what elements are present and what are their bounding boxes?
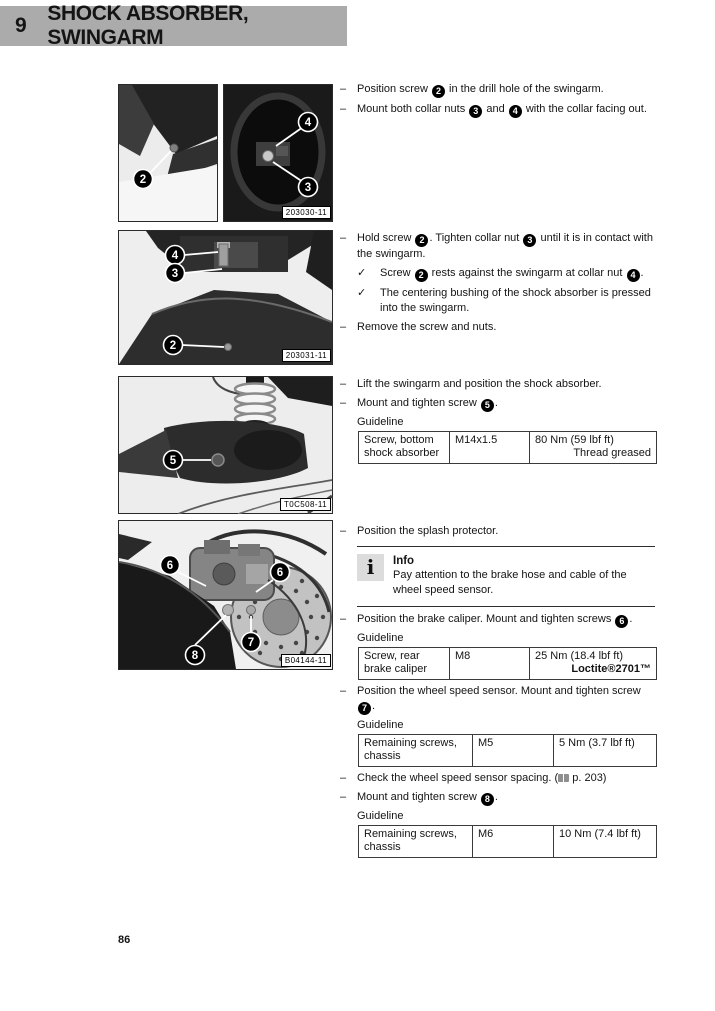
step-text: Lift the swingarm and position the shock absorber. bbox=[357, 378, 602, 390]
svg-text:5: 5 bbox=[169, 455, 177, 467]
check-item bbox=[340, 286, 658, 316]
callout-3-badge: 3 bbox=[469, 105, 482, 118]
info-box bbox=[357, 546, 655, 607]
figure-shock-absorber-screw bbox=[118, 376, 333, 514]
table-cell: Screw, bottom shock absorber bbox=[364, 434, 440, 459]
info-icon: i bbox=[357, 554, 384, 581]
section-position-screw bbox=[340, 78, 658, 118]
callout-2-badge: 2 bbox=[415, 269, 428, 282]
step-text: Position the wheel speed sensor. Mount and tighten screw 7 . bbox=[357, 685, 641, 713]
step-item bbox=[340, 790, 658, 806]
step-text: Mount and tighten screw 8 . bbox=[357, 791, 498, 804]
svg-text:8: 8 bbox=[191, 650, 199, 662]
table-cell: Screw, rear brake caliper bbox=[364, 650, 427, 675]
step-text: Position screw 2 in the drill hole of the swingarm. bbox=[357, 83, 604, 96]
table-cell: Remaining screws, chassis bbox=[364, 828, 457, 853]
step-text: Mount both collar nuts 3 and 4 with the collar facing out. bbox=[357, 103, 647, 116]
svg-text:6: 6 bbox=[276, 567, 284, 579]
figure-caption: 203031-11 bbox=[282, 349, 331, 362]
callout-3 bbox=[299, 178, 318, 197]
torque-table-shock bbox=[358, 431, 657, 464]
guideline-label: Guideline bbox=[357, 810, 404, 822]
dash-bullet: – bbox=[340, 772, 347, 784]
step-item bbox=[340, 320, 658, 335]
callout-4 bbox=[166, 246, 185, 265]
section-mount-shock bbox=[340, 373, 658, 468]
info-text: Pay attention to the brake hose and cable of the wheel speed sensor. bbox=[393, 569, 627, 596]
chapter-header bbox=[0, 2, 347, 49]
table-cell: M5 bbox=[472, 735, 553, 766]
step-item bbox=[340, 231, 658, 262]
callout-7 bbox=[242, 633, 261, 652]
figure-caption: T0C508-11 bbox=[280, 498, 331, 511]
step-text: Mount and tighten screw 5 . bbox=[357, 397, 498, 410]
callout-8 bbox=[186, 646, 205, 665]
guideline-label: Guideline bbox=[357, 632, 404, 644]
callout-2 bbox=[164, 336, 183, 355]
table-cell: 25 Nm (18.4 lbf ft) Loctite®2701™ bbox=[529, 648, 656, 679]
dash-bullet: – bbox=[340, 525, 347, 537]
checkmark-icon: ✓ bbox=[357, 267, 367, 279]
dash-bullet: – bbox=[340, 83, 347, 95]
step-item bbox=[340, 396, 658, 412]
callout-5-badge: 5 bbox=[481, 399, 494, 412]
section-hold-screw bbox=[340, 227, 658, 335]
torque-table-chassis bbox=[358, 825, 657, 858]
checkmark-icon: ✓ bbox=[357, 287, 367, 299]
svg-text:2: 2 bbox=[169, 340, 177, 352]
photo-illustration bbox=[118, 230, 333, 365]
dash-bullet: – bbox=[340, 613, 347, 625]
svg-text:3: 3 bbox=[304, 182, 312, 194]
dash-bullet: – bbox=[340, 321, 347, 333]
callout-2 bbox=[134, 170, 153, 189]
callout-8-badge: 8 bbox=[481, 793, 494, 806]
step-item bbox=[340, 377, 658, 392]
step-item bbox=[340, 612, 658, 628]
step-text: Check the wheel speed sensor spacing. ( p. 203) bbox=[357, 772, 607, 784]
callout-7-badge: 7 bbox=[358, 702, 371, 715]
callout-4-badge: 4 bbox=[627, 269, 640, 282]
table-cell: Remaining screws, chassis bbox=[364, 737, 457, 762]
step-text: Position the splash protector. bbox=[357, 525, 499, 537]
photo-illustration bbox=[118, 520, 333, 670]
callout-5 bbox=[164, 451, 183, 470]
torque-table-sensor bbox=[358, 734, 657, 767]
callout-6a bbox=[161, 556, 180, 575]
torque-table-caliper bbox=[358, 647, 657, 680]
svg-text:4: 4 bbox=[304, 117, 312, 129]
dash-bullet: – bbox=[340, 232, 347, 244]
guideline-label: Guideline bbox=[357, 719, 404, 731]
figure-caption: B04144-11 bbox=[281, 654, 331, 667]
page-number: 86 bbox=[118, 934, 131, 946]
svg-text:6: 6 bbox=[166, 560, 174, 572]
figure-collar-nuts bbox=[118, 230, 333, 365]
step-item bbox=[340, 102, 658, 118]
check-text: The centering bushing of the shock absorber is pressed into the swingarm. bbox=[380, 287, 651, 314]
photo-illustration bbox=[118, 376, 333, 514]
guideline-label: Guideline bbox=[357, 416, 404, 428]
step-item bbox=[340, 771, 658, 786]
dash-bullet: – bbox=[340, 397, 347, 409]
table-cell: 5 Nm (3.7 lbf ft) bbox=[553, 735, 656, 766]
table-cell: M8 bbox=[449, 648, 529, 679]
svg-text:2: 2 bbox=[139, 174, 147, 186]
dash-bullet: – bbox=[340, 685, 347, 697]
callout-4-badge: 4 bbox=[509, 105, 522, 118]
callout-2-badge: 2 bbox=[432, 85, 445, 98]
svg-text:4: 4 bbox=[171, 250, 179, 262]
step-text: Position the brake caliper. Mount and tighten screws 6 . bbox=[357, 613, 633, 626]
table-cell: M6 bbox=[472, 826, 553, 857]
svg-text:7: 7 bbox=[247, 637, 255, 649]
step-item bbox=[340, 82, 658, 98]
dash-bullet: – bbox=[340, 791, 347, 803]
callout-3-badge: 3 bbox=[523, 234, 536, 247]
dash-bullet: – bbox=[340, 378, 347, 390]
dash-bullet: – bbox=[340, 103, 347, 115]
figure-caption: 203030-11 bbox=[282, 206, 331, 219]
book-icon bbox=[558, 774, 569, 782]
chapter-number: 9 bbox=[15, 14, 27, 37]
check-text: Screw 2 rests against the swingarm at collar nut 4 . bbox=[380, 267, 644, 280]
callout-3 bbox=[166, 264, 185, 283]
figure-brake-caliper bbox=[118, 520, 333, 670]
info-title: Info bbox=[393, 555, 415, 567]
step-text: Remove the screw and nuts. bbox=[357, 321, 497, 333]
figure-swingarm-screw bbox=[118, 84, 333, 222]
callout-4 bbox=[299, 113, 318, 132]
table-cell: M14x1.5 bbox=[449, 432, 529, 463]
callout-6-badge: 6 bbox=[615, 615, 628, 628]
page-title: SHOCK ABSORBER, SWINGARM bbox=[47, 2, 249, 49]
table-cell: 10 Nm (7.4 lbf ft) bbox=[553, 826, 656, 857]
table-cell: 80 Nm (59 lbf ft) Thread greased bbox=[529, 432, 656, 463]
svg-text:3: 3 bbox=[171, 268, 179, 280]
section-splash-protector bbox=[340, 520, 658, 862]
step-item bbox=[340, 524, 658, 539]
callout-2-badge: 2 bbox=[415, 234, 428, 247]
check-item bbox=[340, 266, 658, 282]
step-item bbox=[340, 684, 658, 715]
photo-illustration bbox=[118, 84, 333, 222]
step-text: Hold screw 2 . Tighten collar nut 3 until it is in contact with the swingarm. bbox=[357, 232, 653, 260]
callout-6b bbox=[271, 563, 290, 582]
